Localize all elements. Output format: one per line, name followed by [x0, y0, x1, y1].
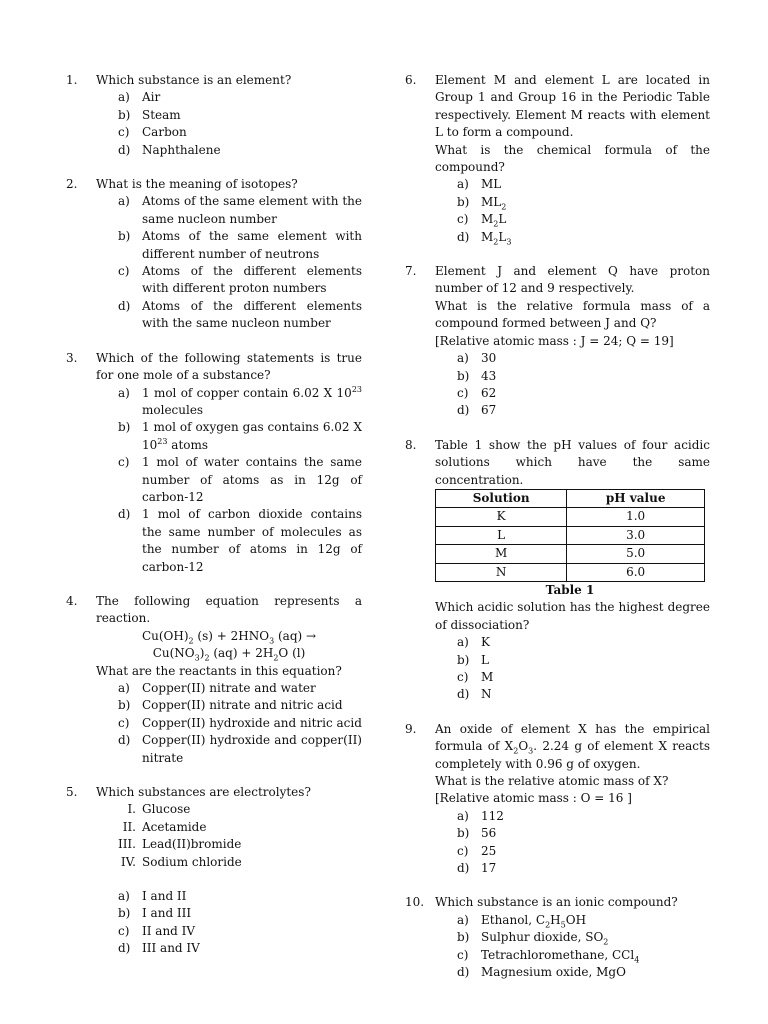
roman-text: Glucose [142, 802, 191, 817]
spacer [66, 159, 362, 176]
option-label: c) [118, 264, 130, 279]
table-row [436, 508, 705, 526]
option-label: a) [457, 808, 469, 823]
option-label: d) [118, 142, 131, 157]
question-stem: Which acidic solution has the highest degree of dissociation? [435, 600, 710, 632]
option-label: d) [118, 941, 131, 956]
answer-option [96, 142, 362, 159]
answer-option [435, 808, 710, 825]
option-label: d) [118, 298, 131, 313]
answer-option [96, 193, 362, 228]
option-text: Copper(II) hydroxide and nitric acid [142, 715, 362, 730]
option-label: b) [118, 229, 131, 244]
option-text: Atoms of the different elements with the same nucleon number [142, 298, 362, 331]
question-4 [66, 593, 362, 767]
question-number: 10. [405, 895, 425, 910]
option-text: 25 [481, 843, 497, 858]
option-text: 112 [481, 808, 504, 823]
question-number: 7. [405, 264, 417, 279]
option-text: 56 [481, 826, 497, 841]
answer-option [435, 929, 710, 946]
answer-option [96, 940, 362, 957]
question-stem: Element M and element L are located in Group 1 and Group 16 in the Periodic Table respectively. Element M reacts with element L to form a compound. [435, 73, 710, 140]
option-text: $M_2L$ [481, 212, 507, 229]
answer-option [435, 947, 710, 964]
table-cell: L [436, 526, 567, 544]
option-label: d) [118, 507, 131, 522]
option-label: a) [118, 385, 130, 400]
question-number: 3. [66, 350, 78, 365]
answer-option [435, 368, 710, 385]
answer-option [96, 419, 362, 454]
question-stem: Which substances are electrolytes? [96, 785, 311, 800]
question-3 [66, 350, 362, 576]
option-label: c) [457, 212, 469, 227]
option-label: a) [118, 681, 130, 695]
spacer [405, 877, 710, 894]
option-label: c) [457, 670, 469, 684]
table-cell: 5.0 [567, 545, 705, 563]
question-number: 9. [405, 721, 417, 736]
option-text: Atoms of the different elements with different proton numbers [142, 264, 362, 296]
table-row [436, 545, 705, 563]
option-text: Steam [142, 107, 181, 122]
option-text: Carbon [142, 125, 187, 140]
option-text: 1 mol of oxygen gas contains 6.02 X $10^{23}$ atoms [142, 420, 362, 452]
option-text: N [481, 687, 492, 702]
question-number: 8. [405, 437, 417, 452]
answer-option [435, 176, 710, 193]
option-text: Air [142, 90, 161, 105]
option-text: $M_2L_3$ [481, 229, 512, 247]
option-text: Copper(II) hydroxide and copper(II) nitrate [142, 733, 362, 765]
table-cell: 3.0 [567, 526, 705, 544]
spacer [66, 767, 362, 784]
question-number: 5. [66, 785, 78, 800]
question-9 [405, 721, 710, 878]
option-label: a) [118, 90, 130, 105]
option-text: Tetrachloromethane, CCl$_4$ [481, 947, 640, 965]
ph-table [435, 489, 705, 582]
roman-text: Lead(II)bromide [142, 837, 242, 852]
answer-option [435, 350, 710, 367]
option-text: II and IV [142, 923, 196, 938]
answer-option [96, 454, 362, 506]
table-cell: M [436, 545, 567, 563]
option-text: 62 [481, 385, 497, 400]
question-stem: Which substance is an ionic compound? [435, 895, 678, 910]
answer-option [435, 669, 710, 686]
option-text: Ethanol, $C_2H_5OH$ [481, 912, 587, 930]
answer-option [435, 964, 710, 981]
option-text: Copper(II) nitrate and water [142, 681, 316, 695]
question-2 [66, 176, 362, 333]
spacer [405, 420, 710, 437]
option-label: a) [457, 635, 469, 650]
answer-option [96, 263, 362, 298]
question-number: 4. [66, 593, 78, 608]
answer-option [96, 228, 362, 263]
question-stem: What is the chemical formula of the compound? [435, 142, 710, 175]
roman-item [96, 801, 362, 818]
option-text: 43 [481, 368, 497, 383]
question-stem: What is the relative formula mass of a compound formed between J and Q? [435, 298, 710, 331]
option-label: b) [118, 906, 131, 921]
option-text: III and IV [142, 941, 200, 956]
option-text: M [481, 670, 494, 684]
question-stem: What is the relative atomic mass of X? [435, 774, 669, 789]
answer-option [435, 652, 710, 669]
option-label: d) [457, 229, 470, 244]
question-stem: [Relative atomic mass : J = 24; Q = 19] [435, 333, 674, 348]
question-6 [405, 72, 710, 246]
question-stem: Which substance is an element? [96, 73, 292, 87]
answer-option [435, 229, 710, 246]
answer-option [435, 860, 710, 877]
option-text: Naphthalene [142, 142, 221, 157]
question-number: 6. [405, 73, 417, 87]
question-7 [405, 263, 710, 420]
answer-option [96, 298, 362, 333]
option-label: c) [118, 455, 130, 470]
table-cell: 1.0 [567, 508, 705, 526]
answer-option [96, 506, 362, 576]
question-5 [66, 784, 362, 958]
option-label: a) [457, 912, 469, 927]
table-cell: 6.0 [567, 563, 705, 581]
option-label: d) [457, 965, 470, 980]
roman-item [96, 836, 362, 853]
answer-option [96, 89, 362, 106]
option-label: b) [457, 930, 470, 945]
roman-label: III. [117, 837, 136, 852]
option-label: c) [118, 923, 130, 938]
option-text: $ML_2$ [481, 194, 507, 212]
chemical-equation: $Cu(OH)_2$ $(s) + 2HNO_3$ (aq) → [141, 628, 317, 646]
answer-option [96, 124, 362, 141]
option-label: b) [457, 652, 470, 667]
right-column [405, 72, 710, 982]
answer-option [96, 107, 362, 124]
answer-option [435, 402, 710, 419]
question-stem: The following equation represents a reaction. [96, 593, 362, 626]
answer-option [96, 888, 362, 905]
question-10 [405, 894, 710, 981]
option-label: a) [457, 351, 469, 366]
option-label: c) [457, 947, 469, 962]
chemical-equation: $Cu(NO_3)_2$ $(aq) + 2H_2O$ (l) [152, 646, 306, 663]
answer-option [96, 385, 362, 420]
spacer [66, 333, 362, 350]
option-text: Atoms of the same element with the same nucleon number [142, 194, 362, 226]
roman-item [96, 854, 362, 871]
roman-label: IV. [120, 854, 136, 869]
option-label: c) [118, 715, 130, 730]
question-8 [405, 437, 710, 704]
option-label: d) [457, 861, 470, 876]
option-text: K [481, 635, 490, 650]
spacer [66, 576, 362, 593]
option-label: c) [118, 125, 130, 140]
option-label: a) [118, 889, 130, 904]
table-row [436, 526, 705, 544]
roman-text: Acetamide [142, 819, 207, 834]
answer-option [435, 686, 710, 703]
option-label: b) [118, 107, 131, 122]
answer-option [435, 211, 710, 228]
question-1 [66, 72, 362, 159]
option-label: d) [118, 733, 131, 748]
option-text: L [481, 652, 489, 667]
question-stem: Table 1 show the pH values of four acidic solutions which have the same concentration. [435, 437, 710, 487]
question-stem: An oxide of element X has the empirical formula of $X_2O_3$. 2.24 g of element X reacts completely with 0.96 g of oxygen. [435, 721, 711, 771]
answer-option [96, 715, 362, 732]
option-text: Sulphur dioxide, $SO_2$ [481, 930, 609, 947]
spacer [405, 704, 710, 721]
left-column [66, 72, 362, 958]
question-stem: What is the meaning of isotopes? [96, 177, 298, 192]
answer-option [96, 732, 362, 767]
question-number: 2. [66, 177, 78, 192]
option-text: ML [481, 177, 502, 192]
answer-option [96, 697, 362, 714]
option-label: b) [118, 420, 131, 435]
question-number: 1. [66, 73, 78, 87]
spacer [96, 871, 362, 888]
option-label: b) [457, 368, 470, 383]
option-label: a) [457, 177, 469, 192]
option-label: c) [457, 843, 469, 858]
option-text: Atoms of the same element with different number of neutrons [142, 229, 362, 261]
option-text: 1 mol of carbon dioxide contains the same number of molecules as the number of atoms in 12g of carbon-12 [142, 507, 362, 574]
table-header: pH value [567, 489, 705, 507]
answer-option [435, 843, 710, 860]
roman-text: Sodium chloride [142, 854, 242, 869]
question-stem: [Relative atomic mass : O = 16 ] [435, 791, 632, 806]
option-text: 30 [481, 351, 497, 366]
option-label: c) [457, 385, 469, 400]
option-label: d) [457, 403, 470, 418]
roman-label: I. [127, 802, 136, 817]
option-text: 1 mol of copper contain 6.02 X $10^{23}$ molecules [142, 384, 362, 417]
option-text: I and III [142, 906, 192, 921]
table-caption: Table 1 [545, 582, 595, 597]
answer-option [96, 905, 362, 922]
answer-option [435, 194, 710, 211]
roman-label: II. [122, 819, 136, 834]
answer-option [96, 680, 362, 697]
answer-option [435, 634, 710, 651]
question-stem: What are the reactants in this equation? [96, 663, 342, 678]
table-header: Solution [436, 489, 567, 507]
spacer [405, 246, 710, 263]
option-text: Magnesium oxide, MgO [481, 965, 626, 980]
answer-option [435, 912, 710, 929]
option-label: a) [118, 194, 130, 209]
option-label: b) [457, 194, 470, 209]
option-label: d) [457, 687, 470, 702]
option-text: Copper(II) nitrate and nitric acid [142, 698, 343, 713]
option-text: I and II [142, 889, 187, 904]
roman-item [96, 819, 362, 836]
option-label: b) [457, 826, 470, 841]
table-row [436, 563, 705, 581]
option-text: 17 [481, 861, 497, 876]
answer-option [435, 385, 710, 402]
option-label: b) [118, 698, 131, 713]
answer-option [435, 825, 710, 842]
option-text: 1 mol of water contains the same number of atoms as in 12g of carbon-12 [142, 455, 362, 504]
table-header-row [436, 489, 705, 507]
question-stem: Which of the following statements is true for one mole of a substance? [96, 350, 362, 383]
question-stem: Element J and element Q have proton number of 12 and 9 respectively. [435, 264, 710, 296]
table-cell: N [436, 563, 567, 581]
table-cell: K [436, 508, 567, 526]
option-text: 67 [481, 403, 497, 418]
answer-option [96, 923, 362, 940]
